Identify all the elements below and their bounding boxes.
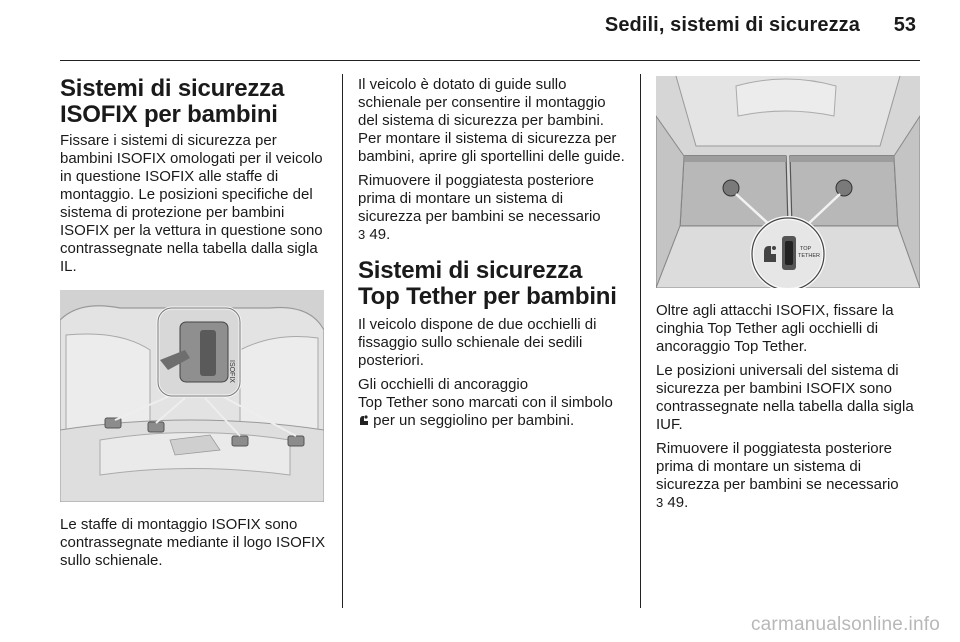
section-heading-top-tether: Sistemi di sicurezza Top Tether per bambini	[358, 257, 617, 310]
page-ref-number-right[interactable]: 49.	[667, 494, 689, 511]
headrest-paragraph-right	[656, 440, 924, 512]
tether-eyelets-paragraph: Il veicolo dispone de due occhielli di fissaggio sullo schienale dei sedili posteriori.	[358, 316, 597, 369]
child-seat-icon	[358, 414, 369, 426]
page-ref-arrow-icon: 3	[358, 227, 366, 242]
headrest-text-right: Rimuovere il poggiatesta posteriore prima di montare un sistema di sicurezza per bambini se necessario	[656, 440, 899, 493]
tether-strap-paragraph: Oltre agli attacchi ISOFIX, fissare la cinghia Top Tether agli occhielli di ancoraggio Top Tether.	[656, 302, 894, 355]
page-header-title: Sedili, sistemi di sicurezza	[604, 14, 860, 36]
tether-symbol-paragraph	[358, 376, 626, 430]
headrest-text: Rimuovere il poggiatesta posteriore prima di montare un sistema di sicurezza per bambini se necessario	[358, 172, 601, 225]
column-divider-right	[640, 74, 641, 608]
isofix-logo-label: ISOFIX	[228, 360, 235, 383]
tether-symbol-line2a: Top Tether sono marcati con il simbolo	[358, 394, 613, 411]
page-ref-number[interactable]: 49.	[369, 226, 391, 243]
headrest-paragraph	[358, 172, 626, 244]
middle-column	[358, 76, 626, 436]
isofix-figure-caption: Le staffe di montaggio ISOFIX sono contrassegnate mediante il logo ISOFIX sullo schienale.	[60, 516, 326, 569]
top-tether-label-top: TOP	[800, 246, 812, 252]
top-tether-label-bottom: TETHER	[798, 253, 820, 259]
tether-symbol-line2b: per un seggiolino per bambini.	[373, 412, 575, 429]
page-ref-arrow-icon-right: 3	[656, 495, 664, 510]
header-rule	[60, 60, 920, 61]
isofix-paragraph: Fissare i sistemi di sicurezza per bambini ISOFIX omologati per il veicolo in questione ISOFIX alle staffe di montaggio. Le posizioni specifiche del sistema di protezione per bambini ISOFIX per la vettura in questione sono contrassegnate nella tabella dalla sigla IL.	[60, 132, 323, 275]
page-number: 53	[893, 14, 916, 36]
tether-symbol-line1: Gli occhielli di ancoraggio	[358, 376, 529, 393]
section-heading-isofix: Sistemi di sicurezza ISOFIX per bambini	[60, 75, 285, 128]
left-column	[60, 76, 326, 576]
isofix-seat-illustration	[60, 290, 324, 502]
right-column	[656, 76, 924, 518]
universal-positions-paragraph: Le posizioni universali del sistema di sicurezza per bambini ISOFIX sono contrassegnate nella tabella dalla sigla IUF.	[656, 362, 914, 433]
top-tether-illustration	[656, 76, 920, 288]
column-divider-left	[342, 74, 343, 608]
watermark-text: carmanualsonline.info	[750, 614, 940, 635]
guides-paragraph: Il veicolo è dotato di guide sullo schienale per consentire il montaggio del sistema di sicurezza per bambini. Per montare il sistema di sicurezza per bambini, aprire gli sportellini delle guide.	[358, 76, 625, 165]
